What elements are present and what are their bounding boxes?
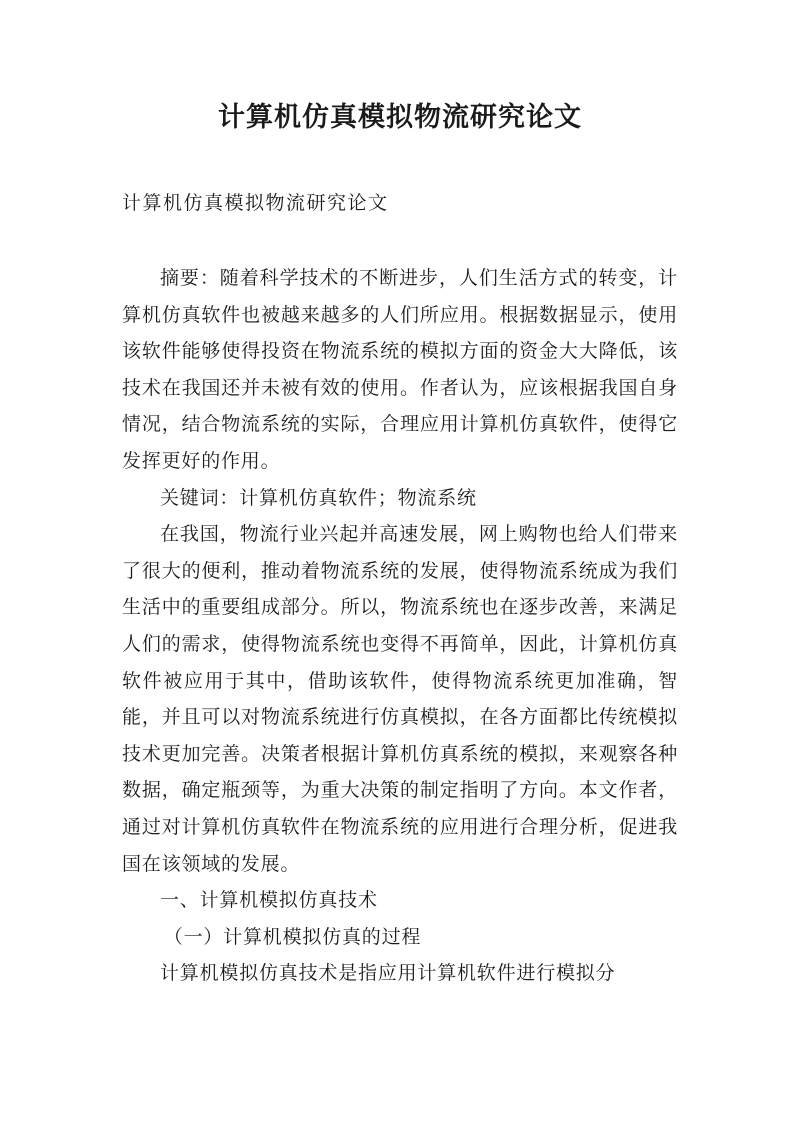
keywords-line: 关键词：计算机仿真软件；物流系统 [160, 486, 477, 509]
intro-paragraph: 在我国，物流行业兴起并高速发展，网上购物也给人们带来了很大的便利，推动着物流系统的发展，使得物流系统成为我们生活中的重要组成部分。所以，物流系统也在逐步改善，来满足人们的需求，使得物流系统也变得不再简单，因此，计算机仿真软件被应用于其中，借助该软件，使得物流系统更加准确，智能，并且可以对物流系统进行仿真模拟，在各方面都比传统模拟技术更加完善。决策者根据计算机仿真系统的模拟，来观察各种数据，确定瓶颈等，为重大决策的制定指明了方向。本文作者，通过对计算机仿真软件在物流系统的应用进行合理分析，促进我国在该领域的发展。 [122, 523, 678, 875]
document-body [122, 260, 678, 992]
document-title: 计算机仿真模拟物流研究论文 [218, 102, 582, 133]
section-heading: 一、计算机模拟仿真技术 [160, 889, 378, 912]
abstract-paragraph: 摘要：随着科学技术的不断进步，人们生活方式的转变，计算机仿真软件也被越来越多的人们所应用。根据数据显示，使用该软件能够使得投资在物流系统的模拟方面的资金大大降低，该技术在我国还并未被有效的使用。作者认为，应该根据我国自身情况，结合物流系统的实际，合理应用计算机仿真软件，使得它发挥更好的作用。 [122, 267, 678, 472]
subsection-paragraph: 计算机模拟仿真技术是指应用计算机软件进行模拟分 [160, 962, 616, 985]
document-subtitle: 计算机仿真模拟物流研究论文 [122, 192, 389, 214]
subsection-heading: （一）计算机模拟仿真的过程 [163, 925, 422, 948]
